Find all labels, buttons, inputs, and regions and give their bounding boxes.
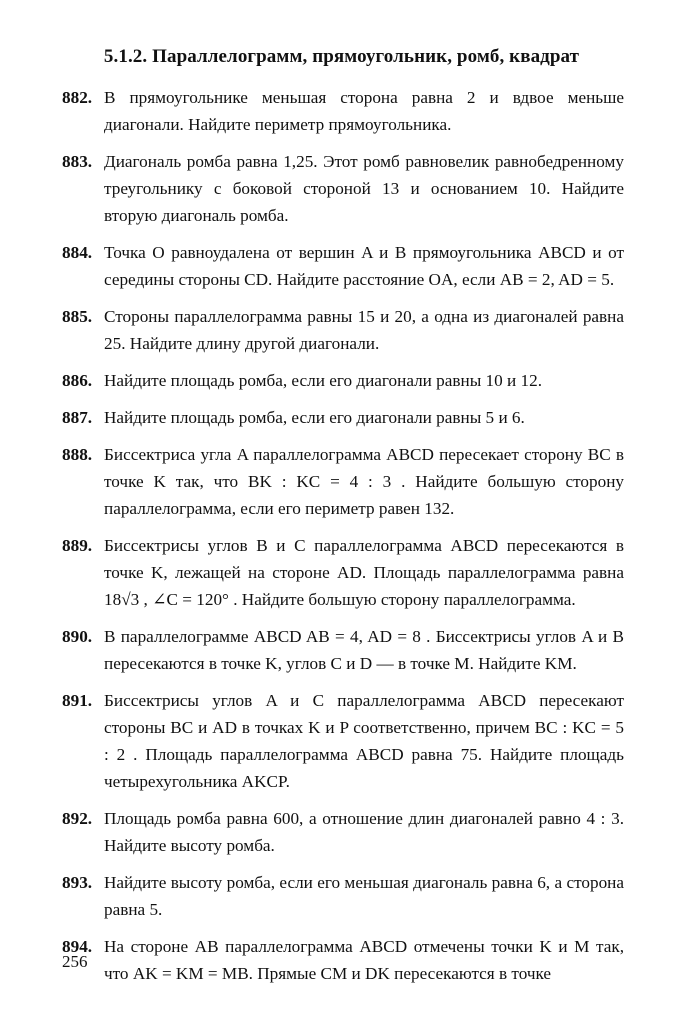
problem-number: 886.: [62, 371, 93, 390]
problem-number: 893.: [62, 873, 93, 892]
problem-number: 884.: [62, 243, 93, 262]
problem-text: Биссектриса угла A параллелограмма ABCD пересекает сторону BC в точке K так, что BK : KC = 4 : 3 . Найдите большую сторону параллелограмма, если его периметр равен 132.: [104, 445, 624, 518]
problem-number: 887.: [62, 408, 93, 427]
problem-item: [62, 303, 624, 357]
problem-text: Стороны параллелограмма равны 15 и 20, а одна из диагоналей равна 25. Найдите длину другой диагонали.: [104, 307, 624, 353]
problem-text: В прямоугольнике меньшая сторона равна 2 и вдвое меньше диагонали. Найдите периметр прямоугольника.: [104, 88, 624, 134]
problem-item: [62, 404, 624, 431]
problem-number: 883.: [62, 152, 93, 171]
problem-number: 892.: [62, 809, 93, 828]
problem-text: Найдите высоту ромба, если его меньшая диагональ равна 6, а сторона равна 5.: [104, 873, 624, 919]
problem-item: [62, 441, 624, 522]
problem-item: [62, 869, 624, 923]
problem-item: [62, 933, 624, 987]
problem-number: 889.: [62, 536, 93, 555]
problem-item: [62, 148, 624, 229]
problem-item: [62, 623, 624, 677]
problem-number: 890.: [62, 627, 93, 646]
problem-number: 891.: [62, 691, 93, 710]
page-number: 256: [62, 952, 88, 971]
problem-text: Точка O равноудалена от вершин A и B прямоугольника ABCD и от середины стороны CD. Найдите расстояние OA, если AB = 2, AD = 5.: [104, 243, 624, 289]
problem-list: [62, 84, 624, 997]
problem-item: [62, 367, 624, 394]
problem-text: Биссектрисы углов A и C параллелограмма ABCD пересекают стороны BC и AD в точках K и P соответственно, причем BC : KC = 5 : 2 . Площадь параллелограмма ABCD равна 75. Найдите площадь четырехугольника AKCP.: [104, 691, 624, 791]
problem-text: Найдите площадь ромба, если его диагонали равны 10 и 12.: [104, 371, 543, 390]
problem-number: 888.: [62, 445, 93, 464]
problem-item: [62, 239, 624, 293]
problem-item: [62, 84, 624, 138]
problem-number: 885.: [62, 307, 93, 326]
problem-text: Найдите площадь ромба, если его диагонали равны 5 и 6.: [104, 408, 525, 427]
problem-item: [62, 687, 624, 795]
problem-text: Диагональ ромба равна 1,25. Этот ромб равновелик равнобедренному треугольнику с боковой стороной 13 и основанием 10. Найдите вторую диагональ ромба.: [104, 152, 624, 225]
problem-item: [62, 805, 624, 859]
problem-number: 882.: [62, 88, 93, 107]
problem-item: [62, 532, 624, 613]
problem-text: В параллелограмме ABCD AB = 4, AD = 8 . Биссектрисы углов A и B пересекаются в точке K, углов C и D — в точке M. Найдите KM.: [104, 627, 624, 673]
problem-text: Биссектрисы углов B и C параллелограмма ABCD пересекаются в точке K, лежащей на стороне AD. Площадь параллелограмма равна 18√3 , ∠C = 120° . Найдите большую сторону параллелограмма.: [104, 536, 624, 609]
problem-text: На стороне AB параллелограмма ABCD отмечены точки K и M так, что AK = KM = MB. Прямые CM и DK пересекаются в точке: [104, 937, 624, 983]
problem-text: Площадь ромба равна 600, а отношение длин диагоналей равно 4 : 3. Найдите высоту ромба.: [104, 809, 624, 855]
section-title: 5.1.2. Параллелограмм, прямоугольник, ромб, квадрат: [103, 46, 580, 67]
problem-number: 894.: [62, 937, 93, 956]
